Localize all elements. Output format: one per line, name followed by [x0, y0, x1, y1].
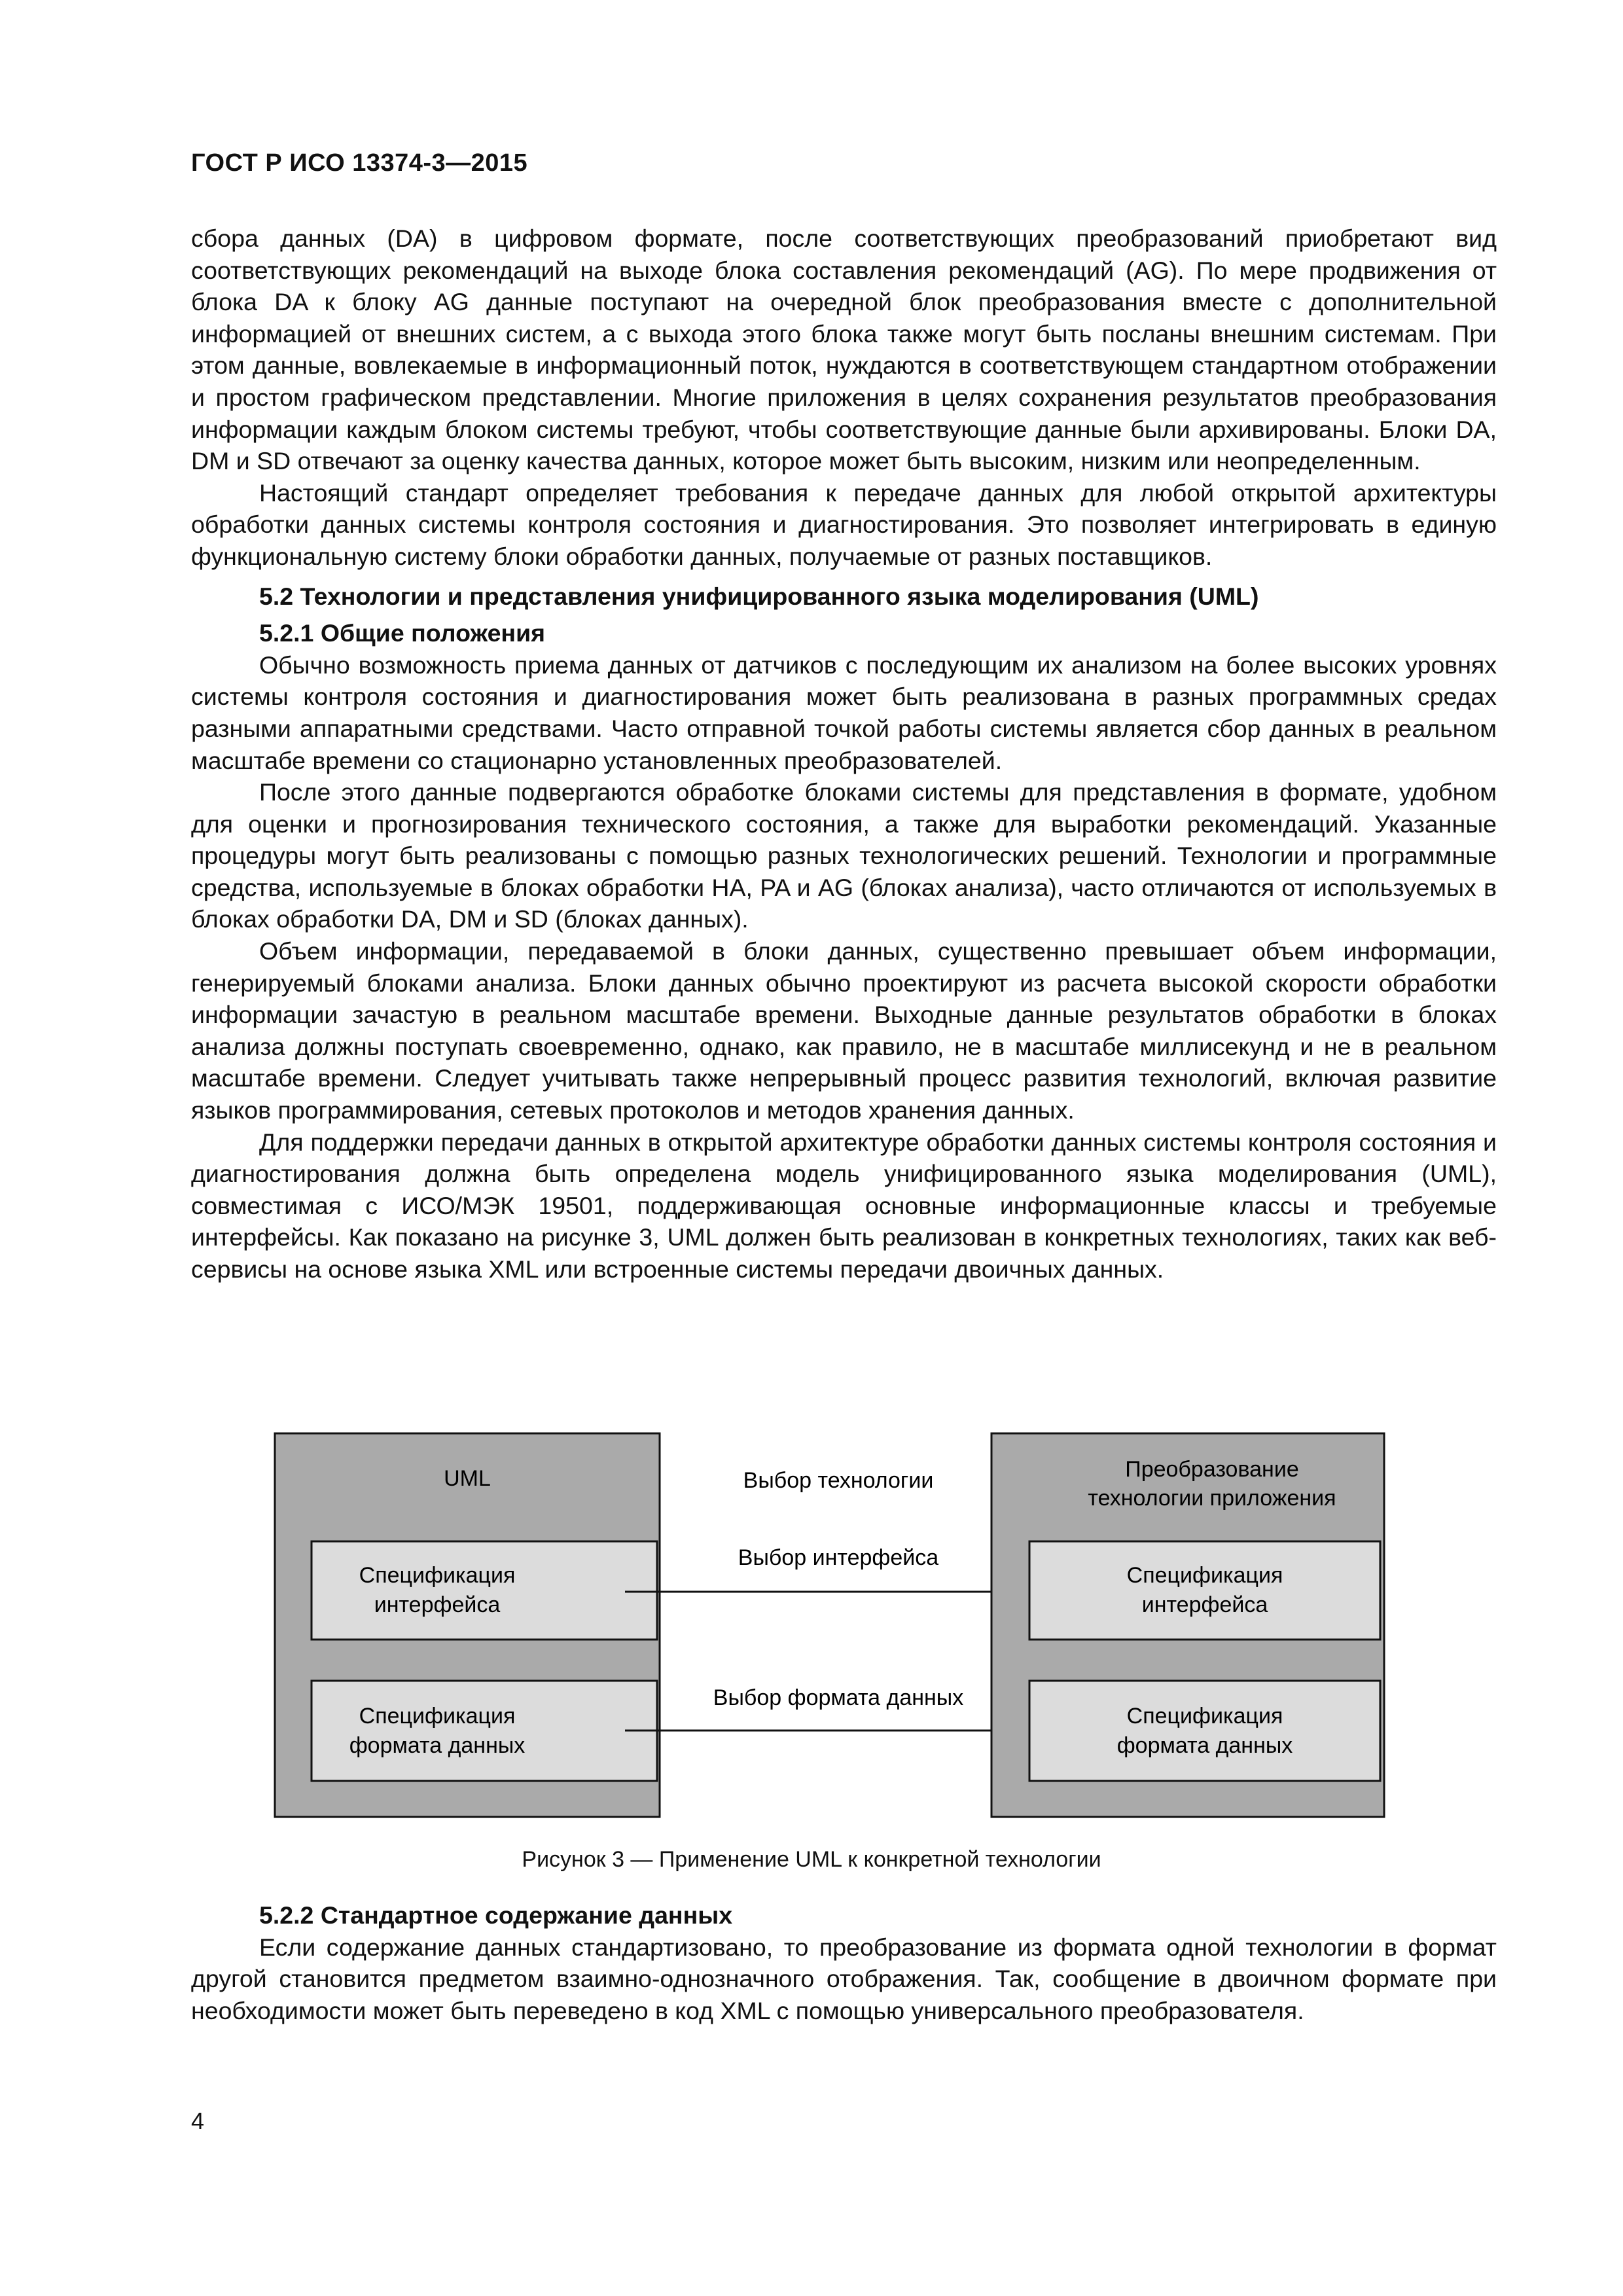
section-5-2-2-heading: 5.2.2 Стандартное содержание данных	[259, 1901, 733, 1929]
main-text	[191, 223, 1497, 1285]
app-interface-spec-line1: Спецификация	[1126, 1563, 1283, 1588]
section-5-2-heading: 5.2 Технологии и представления унифицированного языка моделирования (UML)	[259, 582, 1259, 610]
section-5-2-2	[191, 1899, 1497, 2026]
section-5-2-2-paragraph-1: Если содержание данных стандартизовано, то преобразование из формата одной технологии в формат другой становится предметом взаимно-однозначного отображения. Так, сообщение в двоичном формате при необходимости может быть переведено в код XML с помощью универсального преобразователя.	[191, 1933, 1497, 2024]
uml-interface-spec-box	[312, 1541, 657, 1640]
uml-format-spec-line1: Спецификация	[359, 1704, 516, 1729]
interface-choice-label: Выбор интерфейса	[738, 1545, 939, 1570]
section-5-2-1-paragraph-3: Объем информации, передаваемой в блоки данных, существенно превышает объем информации, генерируемый блоками анализа. Блоки данных обычно проектируют из расчета высокой скорости обработки информации зачастую в реальном масштабе времени. Выходные данные результатов обработки в блоках анализа должны поступать своевременно, однако, как правило, не в масштабе миллисекунд и не в реальном масштабе времени. Следует учитывать также непрерывный процесс развития технологий, включая развитие языков программирования, сетевых протоколов и методов хранения данных.	[191, 937, 1497, 1124]
app-interface-spec-line2: интерфейса	[1141, 1592, 1268, 1617]
figure-caption: Рисунок 3 — Применение UML к конкретной технологии	[522, 1847, 1101, 1872]
app-format-spec-line2: формата данных	[1116, 1733, 1293, 1758]
application-technology-title-line1: Преобразование	[1125, 1457, 1299, 1482]
app-format-spec-line1: Спецификация	[1126, 1704, 1283, 1729]
app-interface-spec-box	[1029, 1541, 1380, 1640]
uml-technology-diagram	[274, 1432, 1386, 1818]
application-technology-title-line2: технологии приложения	[1088, 1486, 1336, 1511]
intro-paragraph-2: Настоящий стандарт определяет требования к передаче данных для любой открытой архитектуры обработки данных системы контроля состояния и диагностирования. Это позволяет интегрировать в единую функциональную систему блоки обработки данных, получаемые от разных поставщиков.	[191, 478, 1497, 570]
uml-format-spec-line2: формата данных	[349, 1733, 526, 1758]
uml-format-spec-box	[312, 1681, 657, 1781]
technology-choice-label: Выбор технологии	[743, 1468, 934, 1493]
format-choice-label: Выбор формата данных	[713, 1685, 964, 1710]
section-5-2-1-heading: 5.2.1 Общие положения	[259, 619, 546, 647]
uml-interface-spec-line2: интерфейса	[374, 1592, 501, 1617]
app-format-spec-box	[1029, 1681, 1380, 1781]
section-5-2-1-paragraph-4: Для поддержки передачи данных в открытой архитектуре обработки данных системы контроля состояния и диагностирования должна быть определена модель унифицированного языка моделирования (UML), совместимая с ИСО/МЭК 19501, поддерживающая основные информационные классы и требуемые интерфейсы. Как показано на рисунке 3, UML должен быть реализован в конкретных технологиях, таких как веб-сервисы на основе языка XML или встроенные системы передачи двоичных данных.	[191, 1128, 1497, 1283]
uml-interface-spec-line1: Спецификация	[359, 1563, 516, 1588]
uml-title: UML	[444, 1466, 491, 1491]
intro-paragraph-1: сбора данных (DA) в цифровом формате, после соответствующих преобразований приобретают вид соответствующих рекомендаций на выходе блока составления рекомендаций (AG). По мере продвижения от блока DA к блоку AG данные поступают на очередной блок преобразования вместе с дополнительной информацией от внешних систем, а с выхода этого блока также могут быть посланы внешним системам. При этом данные, вовлекаемые в информационный поток, нуждаются в соответствующем стандартном отображении и простом графическом представлении. Многие приложения в целях сохранения результатов преобразования информации каждым блоком системы требуют, чтобы соответствующие данные были архивированы. Блоки DA, DM и SD отвечают за оценку качества данных, которое может быть высоким, низким или неопределенным.	[191, 224, 1497, 475]
page-number: 4	[191, 2108, 205, 2134]
document-header: ГОСТ Р ИСО 13374-3—2015	[191, 149, 528, 177]
section-5-2-1-paragraph-1: Обычно возможность приема данных от датчиков с последующим их анализом на более высоких уровнях системы контроля состояния и диагностирования может быть реализована в разных программных средах разными аппаратными средствами. Часто отправной точкой работы системы является сбор данных в реальном масштабе времени со стационарно установленных преобразователей.	[191, 651, 1497, 774]
section-5-2-1-paragraph-2: После этого данные подвергаются обработке блоками системы для представления в формате, удобном для оценки и прогнозирования технического состояния, а также для выработки рекомендаций. Указанные процедуры могут быть реализованы с помощью разных технологических решений. Технологии и программные средства, используемые в блоках обработки HA, PA и AG (блоках анализа), часто отличаются от используемых в блоках обработки DA, DM и SD (блоках данных).	[191, 778, 1497, 933]
